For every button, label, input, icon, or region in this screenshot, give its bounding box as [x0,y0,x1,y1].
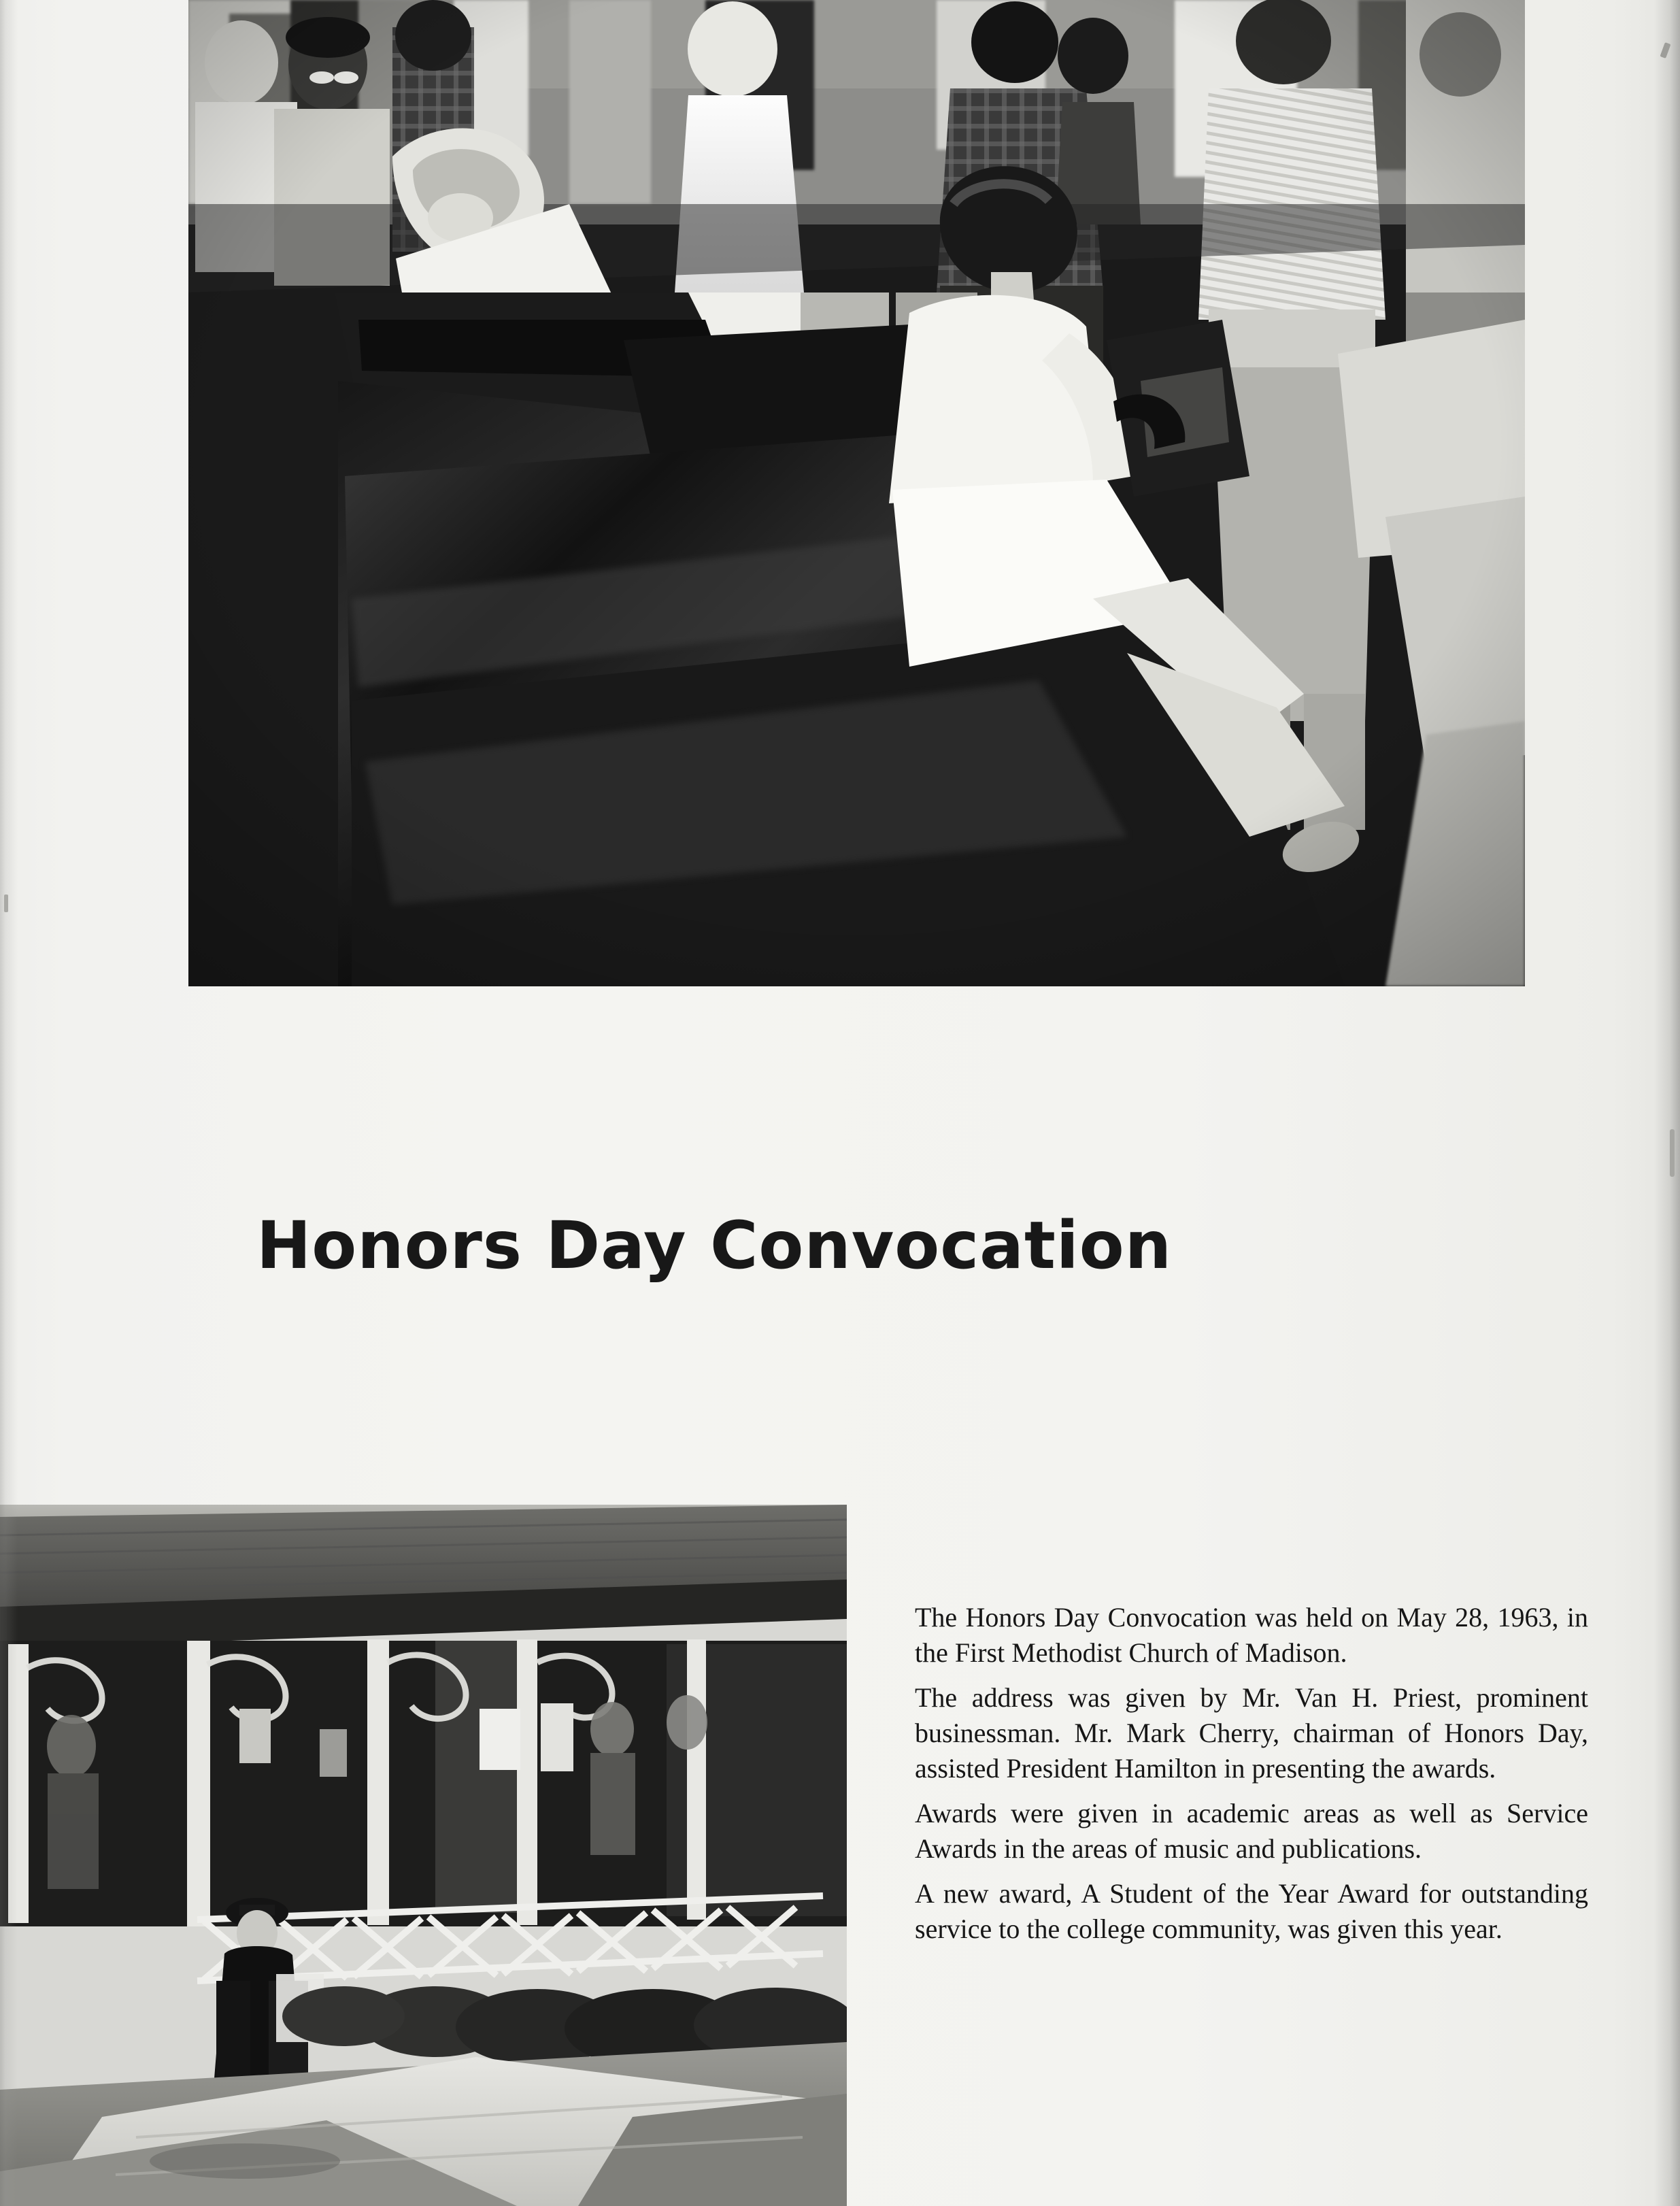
page-edge-shadow-right [1654,0,1680,2206]
church-exterior-photo [0,1505,847,2206]
paragraph-3: Awards were given in academic areas as well as Service Awards in the areas of music and publications. [915,1798,1588,1864]
scan-mark [1670,1129,1675,1177]
paragraph-4: A new award, A Student of the Year Award for outstanding service to the college community, was given this year. [915,1878,1588,1944]
paragraph-2: The address was given by Mr. Van H. Priest, prominent businessman. Mr. Mark Cherry, chairman of Honors Day, assisted President Hamilton in presenting the awards. [915,1682,1588,1784]
scan-mark [4,895,8,912]
page-edge-shadow-left [0,0,18,2206]
church-exterior-photo-graphic [0,1505,847,2206]
page-title: Honors Day Convocation [256,1207,1173,1284]
body-text-column [915,1600,1588,1947]
convocation-audience-photo-graphic [188,0,1525,986]
convocation-audience-photo [188,0,1525,986]
paragraph-1: The Honors Day Convocation was held on May 28, 1963, in the First Methodist Church of Madison. [915,1602,1588,1668]
